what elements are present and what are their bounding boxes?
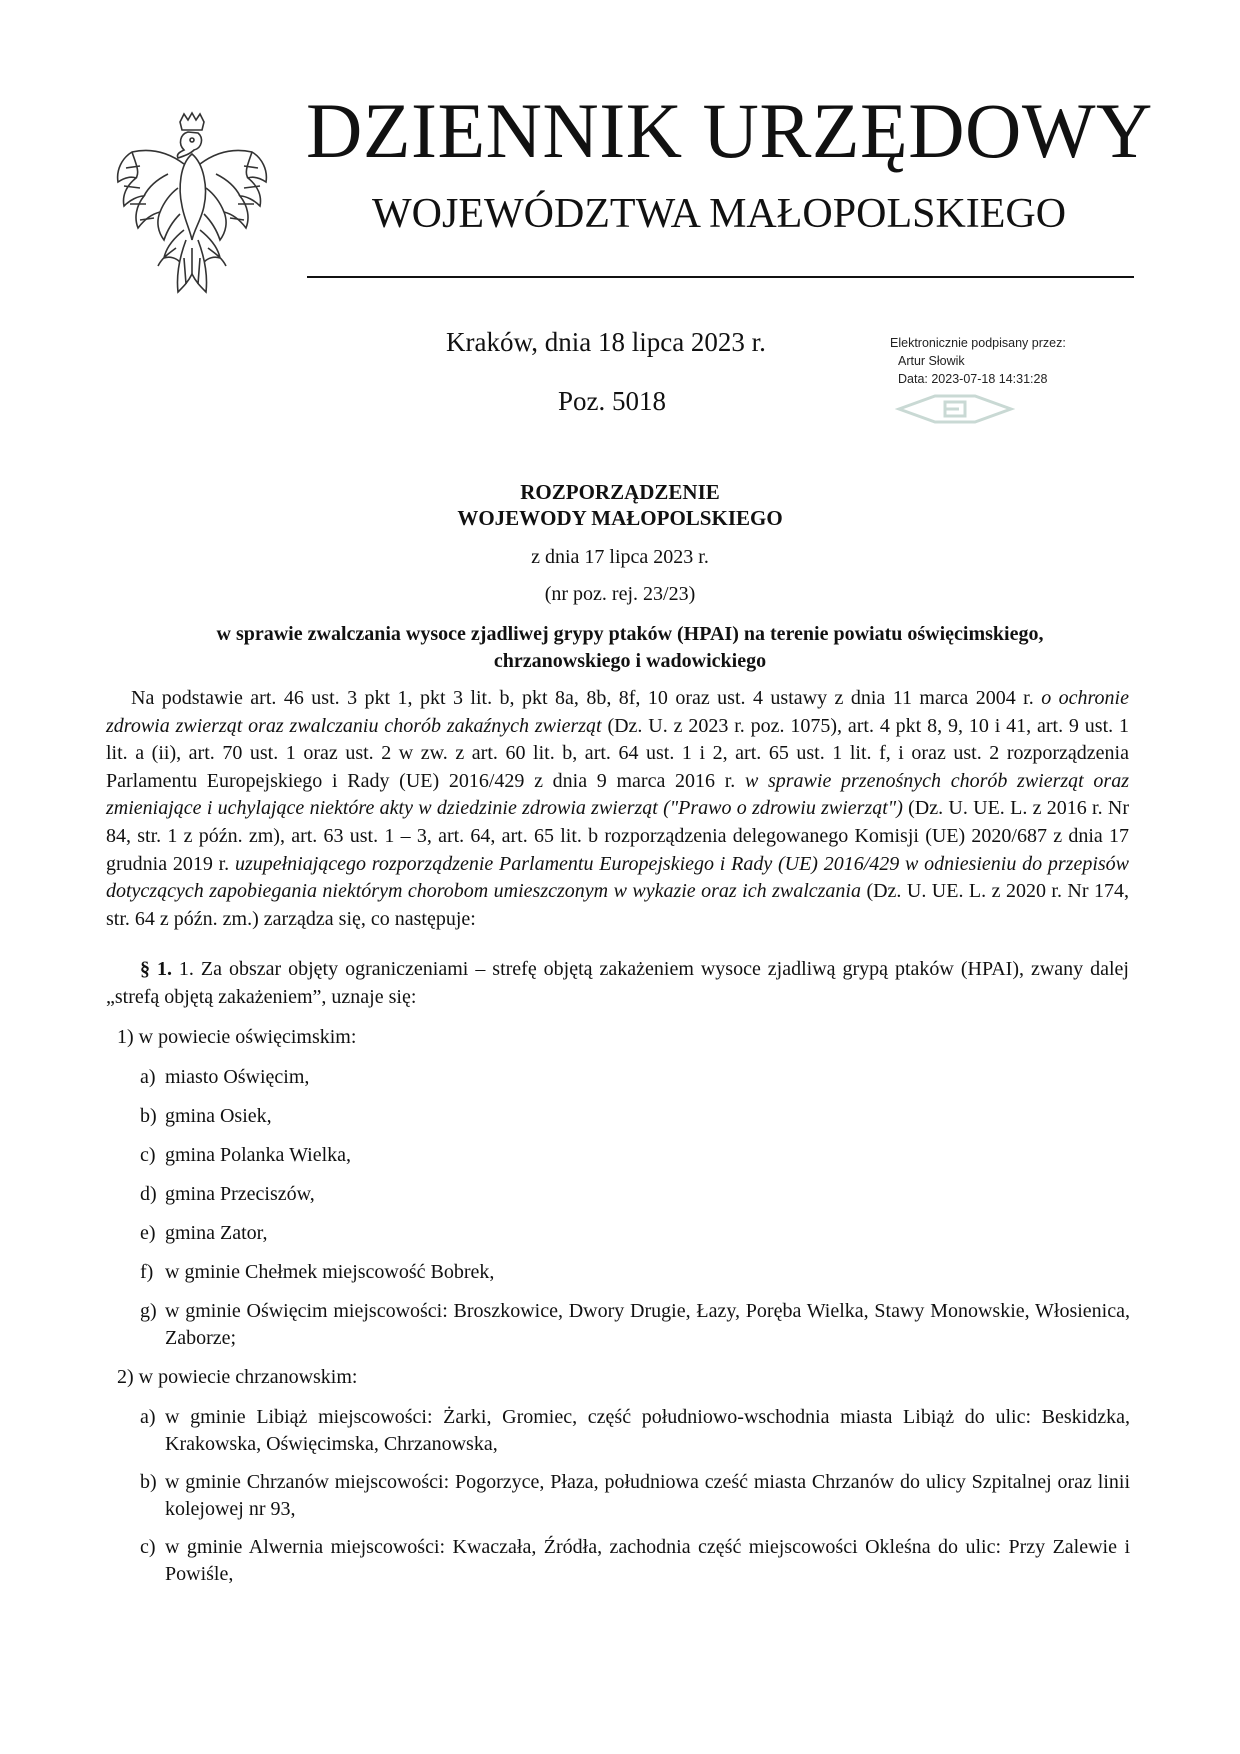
signature-signer: Artur Słowik — [898, 354, 965, 368]
document-registry-number: (nr poz. rej. 23/23) — [544, 583, 696, 605]
journal-title: DZIENNIK URZĘDOWY — [306, 87, 1153, 174]
document-subject — [130, 621, 1130, 675]
coat-of-arms-eagle-icon — [110, 108, 275, 308]
list-item: a) miasto Oświęcim, — [140, 1066, 310, 1088]
header-divider — [307, 276, 1134, 278]
paragraph-1-mark: § 1. — [140, 958, 172, 980]
district-oswiecim-heading: 1) w powiecie oświęcimskim: — [117, 1026, 357, 1048]
intro-act-title-3: uzupełniającego rozporządzenie Parlamentu Europejskiego i Rady (UE) 2016/429 w odniesieniu do przepisów dotyczących zapobiegania niektórym chorobom umieszczonym w wykazie oraz ich zwalczania — [106, 852, 1129, 903]
document-type: ROZPORZĄDZENIE — [520, 480, 720, 504]
list-item: g) w gminie Oświęcim miejscowości: Broszkowice, Dwory Drugie, Łazy, Poręba Wielka, Stawy Monowskie, Włosienica, Zaborze; — [140, 1300, 1130, 1349]
list-item: f) w gminie Chełmek miejscowość Bobrek, — [140, 1261, 495, 1283]
list-item: e) gmina Zator, — [140, 1222, 268, 1244]
subject-line-1: w sprawie zwalczania wysoce zjadliwej grypy ptaków (HPAI) na terenie powiatu oświęcimskiego, — [216, 623, 1044, 645]
paragraph-1-text: 1. Za obszar objęty ograniczeniami – strefę objętą zakażeniem wysoce zjadliwą grypą ptaków (HPAI), zwany dalej „strefą objętą zakażeniem”, uznaje się: — [106, 958, 1129, 1008]
intro-text-1: Na podstawie art. 46 ust. 3 pkt 1, pkt 3 lit. b, pkt 8a, 8b, 8f, 10 oraz ust. 4 ustawy z dnia 11 marca 2004 r. — [131, 687, 1042, 709]
journal-subtitle: WOJEWÓDZTWA MAŁOPOLSKIEGO — [372, 191, 1067, 237]
subject-line-2: chrzanowskiego i wadowickiego — [493, 650, 767, 672]
signature-label: Elektronicznie podpisany przez: — [890, 336, 1066, 350]
intro-act-title-2: w sprawie przenośnych chorób zwierząt oraz zmieniające i uchylające niektóre akty w dziedzinie zdrowia zwierząt ("Prawo o zdrowiu zwierząt") — [106, 769, 1129, 820]
intro-text-3: (Dz. U. UE. L. z 2016 r. Nr 84, str. 1 z późn. zm), art. 63 ust. 1 – 3, art. 64, art. 65 lit. b rozporządzenia delegowanego Komisji (UE) 2020/687 z dnia 17 grudnia 2019 r. — [106, 797, 1130, 875]
signature-date: Data: 2023-07-18 14:31:28 — [898, 372, 1048, 386]
paragraph-1 — [106, 955, 1129, 1011]
intro-act-title-1: o ochronie zdrowia zwierząt oraz zwalczaniu chorób zakaźnych zwierząt — [106, 687, 1129, 737]
list-item: b) w gminie Chrzanów miejscowości: Pogorzyce, Płaza, południowa cześć miasta Chrzanów do ulicy Szpitalnej oraz linii kolejowej nr 93, — [140, 1471, 1130, 1520]
intro-text-4: (Dz. U. UE. L. z 2020 r. Nr 174, str. 64 z późn. zm.) zarządza się, co następuje: — [106, 880, 1129, 930]
document-date: z dnia 17 lipca 2023 r. — [531, 546, 709, 568]
electronic-signature-block — [890, 334, 1120, 388]
publication-place-date: Kraków, dnia 18 lipca 2023 r. — [446, 327, 766, 357]
position-number: Poz. 5018 — [558, 386, 666, 416]
document-authority: WOJEWODY MAŁOPOLSKIEGO — [457, 506, 783, 530]
list-item: c) gmina Polanka Wielka, — [140, 1144, 352, 1166]
intro-text-2: (Dz. U. z 2023 r. poz. 1075), art. 4 pkt 8, 9, 10 i 41, art. 9 ust. 1 lit. a (ii), art. 70 ust. 1 oraz ust. 2 w zw. z art. 60 lit. b, art. 64 ust. 1 i 2, art. 65 ust. 1 lit. f, i oraz ust. 2 rozporządzenia Parlamentu Europejskiego i Rady (UE) 2016/429 z dnia 9 marca 2016 r. — [106, 714, 1129, 792]
list-item: d) gmina Przeciszów, — [140, 1183, 315, 1205]
district-chrzanow-heading: 2) w powiecie chrzanowskim: — [117, 1366, 358, 1388]
legal-basis-paragraph — [106, 685, 1129, 933]
list-item: b) gmina Osiek, — [140, 1105, 272, 1127]
list-item: c) w gminie Alwernia miejscowości: Kwaczała, Źródła, zachodnia część miejscowości Okleśna do ulic: Przy Zalewie i Powiśle, — [140, 1536, 1130, 1585]
list-item: a) w gminie Libiąż miejscowości: Żarki, Gromiec, część południowo-wschodnia miasta Libiąż do ulic: Beskidzka, Krakowska, Oświęcimska, Chrzanowska, — [140, 1406, 1130, 1455]
signature-watermark-icon — [895, 392, 1015, 426]
